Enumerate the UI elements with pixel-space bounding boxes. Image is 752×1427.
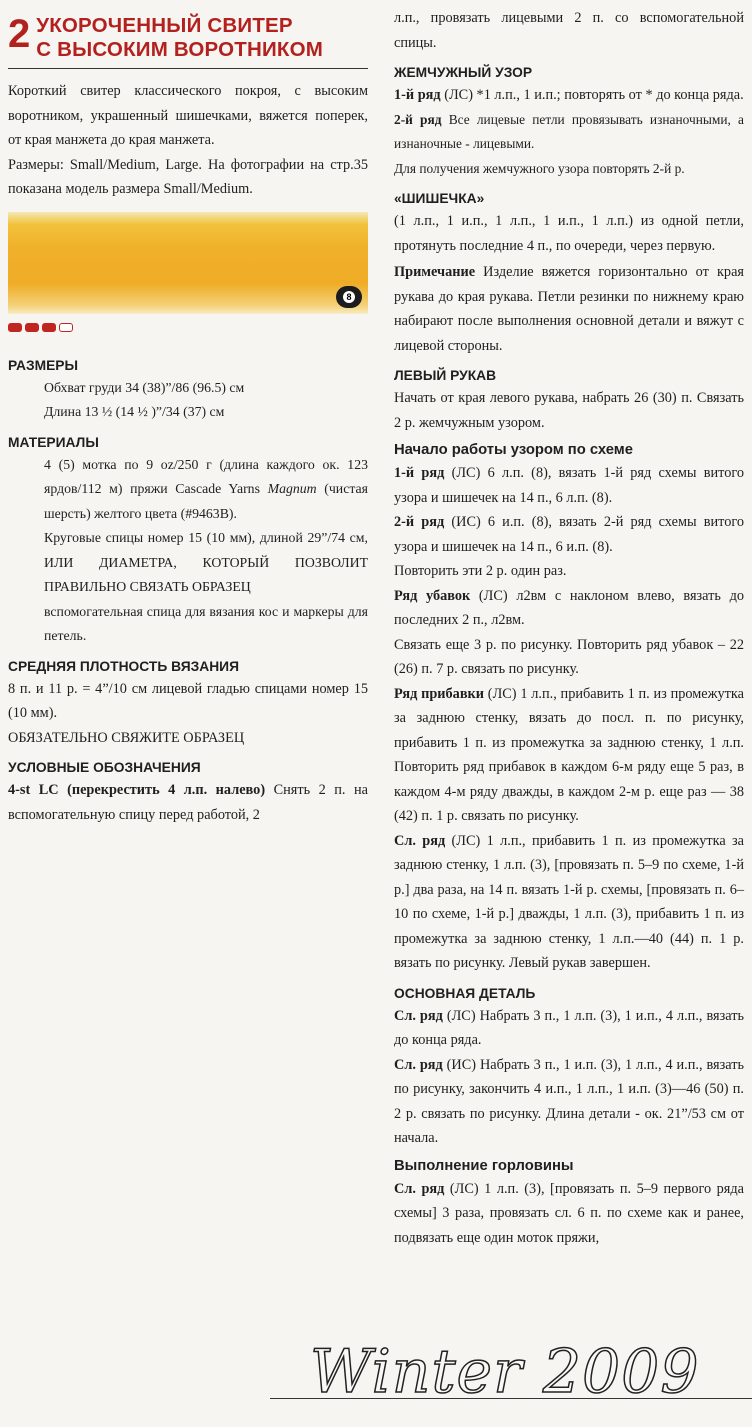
left-sleeve-heading: ЛЕВЫЙ РУКАВ: [394, 368, 497, 383]
abbreviation-continued: л.п., провязать лицевыми 2 п. со вспомогательной спицы.: [394, 10, 744, 51]
pattern-number: 2: [8, 12, 31, 56]
note-paragraph: [394, 260, 744, 358]
skill-bar-filled: [42, 323, 56, 332]
row-label: Сл. ряд: [394, 1056, 443, 1073]
abbreviation-term: 4-st LC (перекрестить 4 л.п. налево): [8, 782, 266, 798]
bobble-heading: «ШИШЕЧКА»: [394, 191, 485, 206]
skill-bar-filled: [25, 323, 39, 332]
yarn-weight-number: 8: [343, 291, 355, 303]
bobble-text: (1 л.п., 1 и.п., 1 л.п., 1 и.п., 1 л.п.) из одной петли, протянуть последние 4 п., по очереди, через первую.: [394, 213, 744, 254]
main-piece-heading: ОСНОВНАЯ ДЕТАЛЬ: [394, 985, 536, 1001]
next-row-sleeve: [394, 829, 744, 976]
row-label: 1-й ряд: [394, 465, 445, 481]
row-label: 2-й ряд: [394, 111, 442, 127]
yarn-brand: Magnum: [267, 481, 317, 496]
decrease-row: [394, 584, 744, 633]
materials-extras: вспомогательная спица для вязания кос и маркеры для петель.: [44, 603, 368, 643]
intro-paragraph: Короткий свитер классического покроя, с высоким воротником, украшенный шишечками, вяжется поперек, от края манжета до края манжета.: [8, 83, 368, 148]
yarn-color: (чистая шерсть) желтого цвета (#9463B).: [44, 481, 368, 521]
row-text: (ЛС) 1 л.п. (3), [провязать п. 5–9 первого ряда схемы] 3 раза, провязать сл. 6 п. по схеме как и ранее, подвязать еще один моток пряжи,: [394, 1180, 745, 1246]
skill-bar-filled: [8, 323, 22, 332]
row-text: (ЛС) *1 л.п., 1 и.п.; повторять от * до конца ряда.: [440, 87, 744, 103]
right-column: [394, 6, 744, 1250]
left-column: [8, 14, 368, 827]
row-label: 2-й ряд: [394, 514, 445, 530]
watermark: Winter 2009: [310, 1337, 700, 1407]
row-label: 1-й ряд: [394, 87, 441, 103]
abbreviations-heading: УСЛОВНЫЕ ОБОЗНАЧЕНИЯ: [8, 760, 201, 775]
row-label: Сл. ряд: [394, 1007, 443, 1024]
title-divider: [8, 68, 368, 69]
gauge-heading: СРЕДНЯЯ ПЛОТНОСТЬ ВЯЗАНИЯ: [8, 658, 240, 674]
neckline-heading: Выполнение горловины: [394, 1157, 574, 1174]
page-title: [8, 14, 368, 62]
skill-level-indicator: [8, 323, 368, 332]
row-text: (ЛС) Набрать 3 п., 1 л.п. (3), 1 и.п., 4 л.п., вязать до конца ряда.: [394, 1007, 744, 1048]
note-label: Примечание: [394, 264, 476, 280]
sizes-length: Длина 13 ½ (14 ½ )”/34 (37) см: [44, 404, 225, 419]
materials-heading: МАТЕРИАЛЫ: [8, 434, 99, 450]
yarn-weight-icon: [336, 286, 362, 308]
repeat-note: Повторить эти 2 р. один раз.: [394, 563, 567, 579]
row-text: (ЛС) 1 л.п., прибавить 1 п. из промежутка за заднюю стенку, 1 л.п. (3), [провязать п. 5–9 по схеме, 1-й р.] два раза, на 14 п. вязать 1-й р. схемы, [провязать п. 6–10 по схеме, 1-й р.] дважды, 1 л.п. (3), прибавить 1 п. из промежутка за заднюю стенку, 1 л.п.—40 (44) п. 1 р. вязать по рисунку. Левый рукав завершен.: [394, 832, 744, 971]
chart-row-2: [394, 510, 744, 559]
seed-row-1: [394, 83, 744, 108]
title-line-1: УКОРОЧЕННЫЙ СВИТЕР: [36, 14, 293, 37]
yarn-text: 4 (5) мотка по 9 oz/250 г (длина каждого ок. 123 ярдов/112 м) пряжи Cascade Yarns: [44, 456, 368, 496]
yarn-swatch-image: [8, 212, 368, 314]
row-text: Все лицевые петли провязывать изнаночными, а изнаночные - лицевыми.: [394, 111, 744, 151]
note-text: Изделие вяжется горизонтально от края рукава до края рукава. Петли резинки по нижнему краю набирают после выполнения основной детали и вяжут с лицевой стороны.: [394, 264, 744, 354]
decrease-repeat: Связать еще 3 р. по рисунку. Повторить ряд убавок – 22 (26) п. 7 р. связать по рисунку.: [394, 636, 744, 677]
skill-bar-empty: [59, 323, 73, 332]
row-label: Ряд убавок: [394, 587, 471, 604]
seed-stitch-heading: ЖЕМЧУЖНЫЙ УЗОР: [394, 65, 533, 80]
sizes-note: Размеры: Small/Medium, Large. На фотографии на стр.35 показана модель размера Small/Medium.: [8, 156, 368, 197]
title-text: [36, 14, 323, 62]
gauge-text: 8 п. и 11 р. = 4”/10 см лицевой гладью спицами номер 15 (10 мм).: [8, 680, 368, 721]
row-text: (ИС) 6 и.п. (8), вязать 2-й ряд схемы витого узора и шишечек на 14 п., 6 и.п. (8).: [394, 514, 745, 555]
row-text: (ЛС) 6 л.п. (8), вязать 1-й ряд схемы витого узора и шишечек на 14 п., 6 л.п. (8).: [394, 465, 744, 506]
sizes-chest: Обхват груди 34 (38)”/86 (96.5) см: [44, 379, 245, 395]
main-row-1: [394, 1004, 744, 1053]
gauge-note: ОБЯЗАТЕЛЬНО СВЯЖИТЕ ОБРАЗЕЦ: [8, 729, 245, 746]
neckline-row-1: [394, 1177, 744, 1251]
chart-start-heading: Начало работы узором по схеме: [394, 442, 633, 458]
sizes-heading: РАЗМЕРЫ: [8, 357, 79, 373]
row-text: (ЛС) л2вм с наклоном влево, вязать до последних 2 п., л2вм.: [394, 587, 744, 628]
row-label: Ряд прибавки: [394, 685, 485, 702]
seed-note: Для получения жемчужного узора повторять 2-й р.: [394, 160, 685, 176]
row-label: Сл. ряд: [394, 1180, 445, 1197]
row-text: (ЛС) 1 л.п., прибавить 1 п. из промежутка за заднюю стенку, вязать до посл. п. по рисунку, прибавить 1 п. из промежутка за заднюю стенку, 1 л.п. Повторить ряд прибавок в каждом 6-м ряду еще 5 раз, в каждом 4-м ряду дважды, в каждом 2-м р. еще раз — 38 (42) п. 1 р. связать по рисунку.: [394, 685, 744, 824]
seed-row-2: [394, 108, 744, 157]
increase-row: [394, 682, 744, 829]
row-label: Сл. ряд: [394, 832, 446, 849]
main-row-2: [394, 1053, 744, 1151]
materials-needles: Круговые спицы номер 15 (10 мм), длиной 29”/74 см, ИЛИ ДИАМЕТРА, КОТОРЫЙ ПОЗВОЛИТ ПРАВИЛЬНО СВЯЗАТЬ ОБРАЗЕЦ: [44, 530, 368, 594]
row-text: (ИС) Набрать 3 п., 1 и.п. (3), 1 л.п., 4 и.п., вязать по рисунку, закончить 4 и.п., 1 л.п., 1 и.п. (3)—46 (50) п. 2 р. связать по рисунку. Длина детали - ок. 21”/53 см от начала.: [394, 1056, 744, 1146]
left-sleeve-intro: Начать от края левого рукава, набрать 26 (30) п. Связать 2 р. жемчужным узором.: [394, 390, 744, 431]
materials-yarn: [8, 453, 368, 527]
title-line-2: С ВЫСОКИМ ВОРОТНИКОМ: [36, 38, 324, 61]
abbreviation-4st-lc: [8, 778, 368, 827]
chart-row-1: [394, 461, 744, 510]
abbreviation-definition: Снять 2 п. на вспомогательную спицу перед работой, 2: [8, 782, 368, 823]
